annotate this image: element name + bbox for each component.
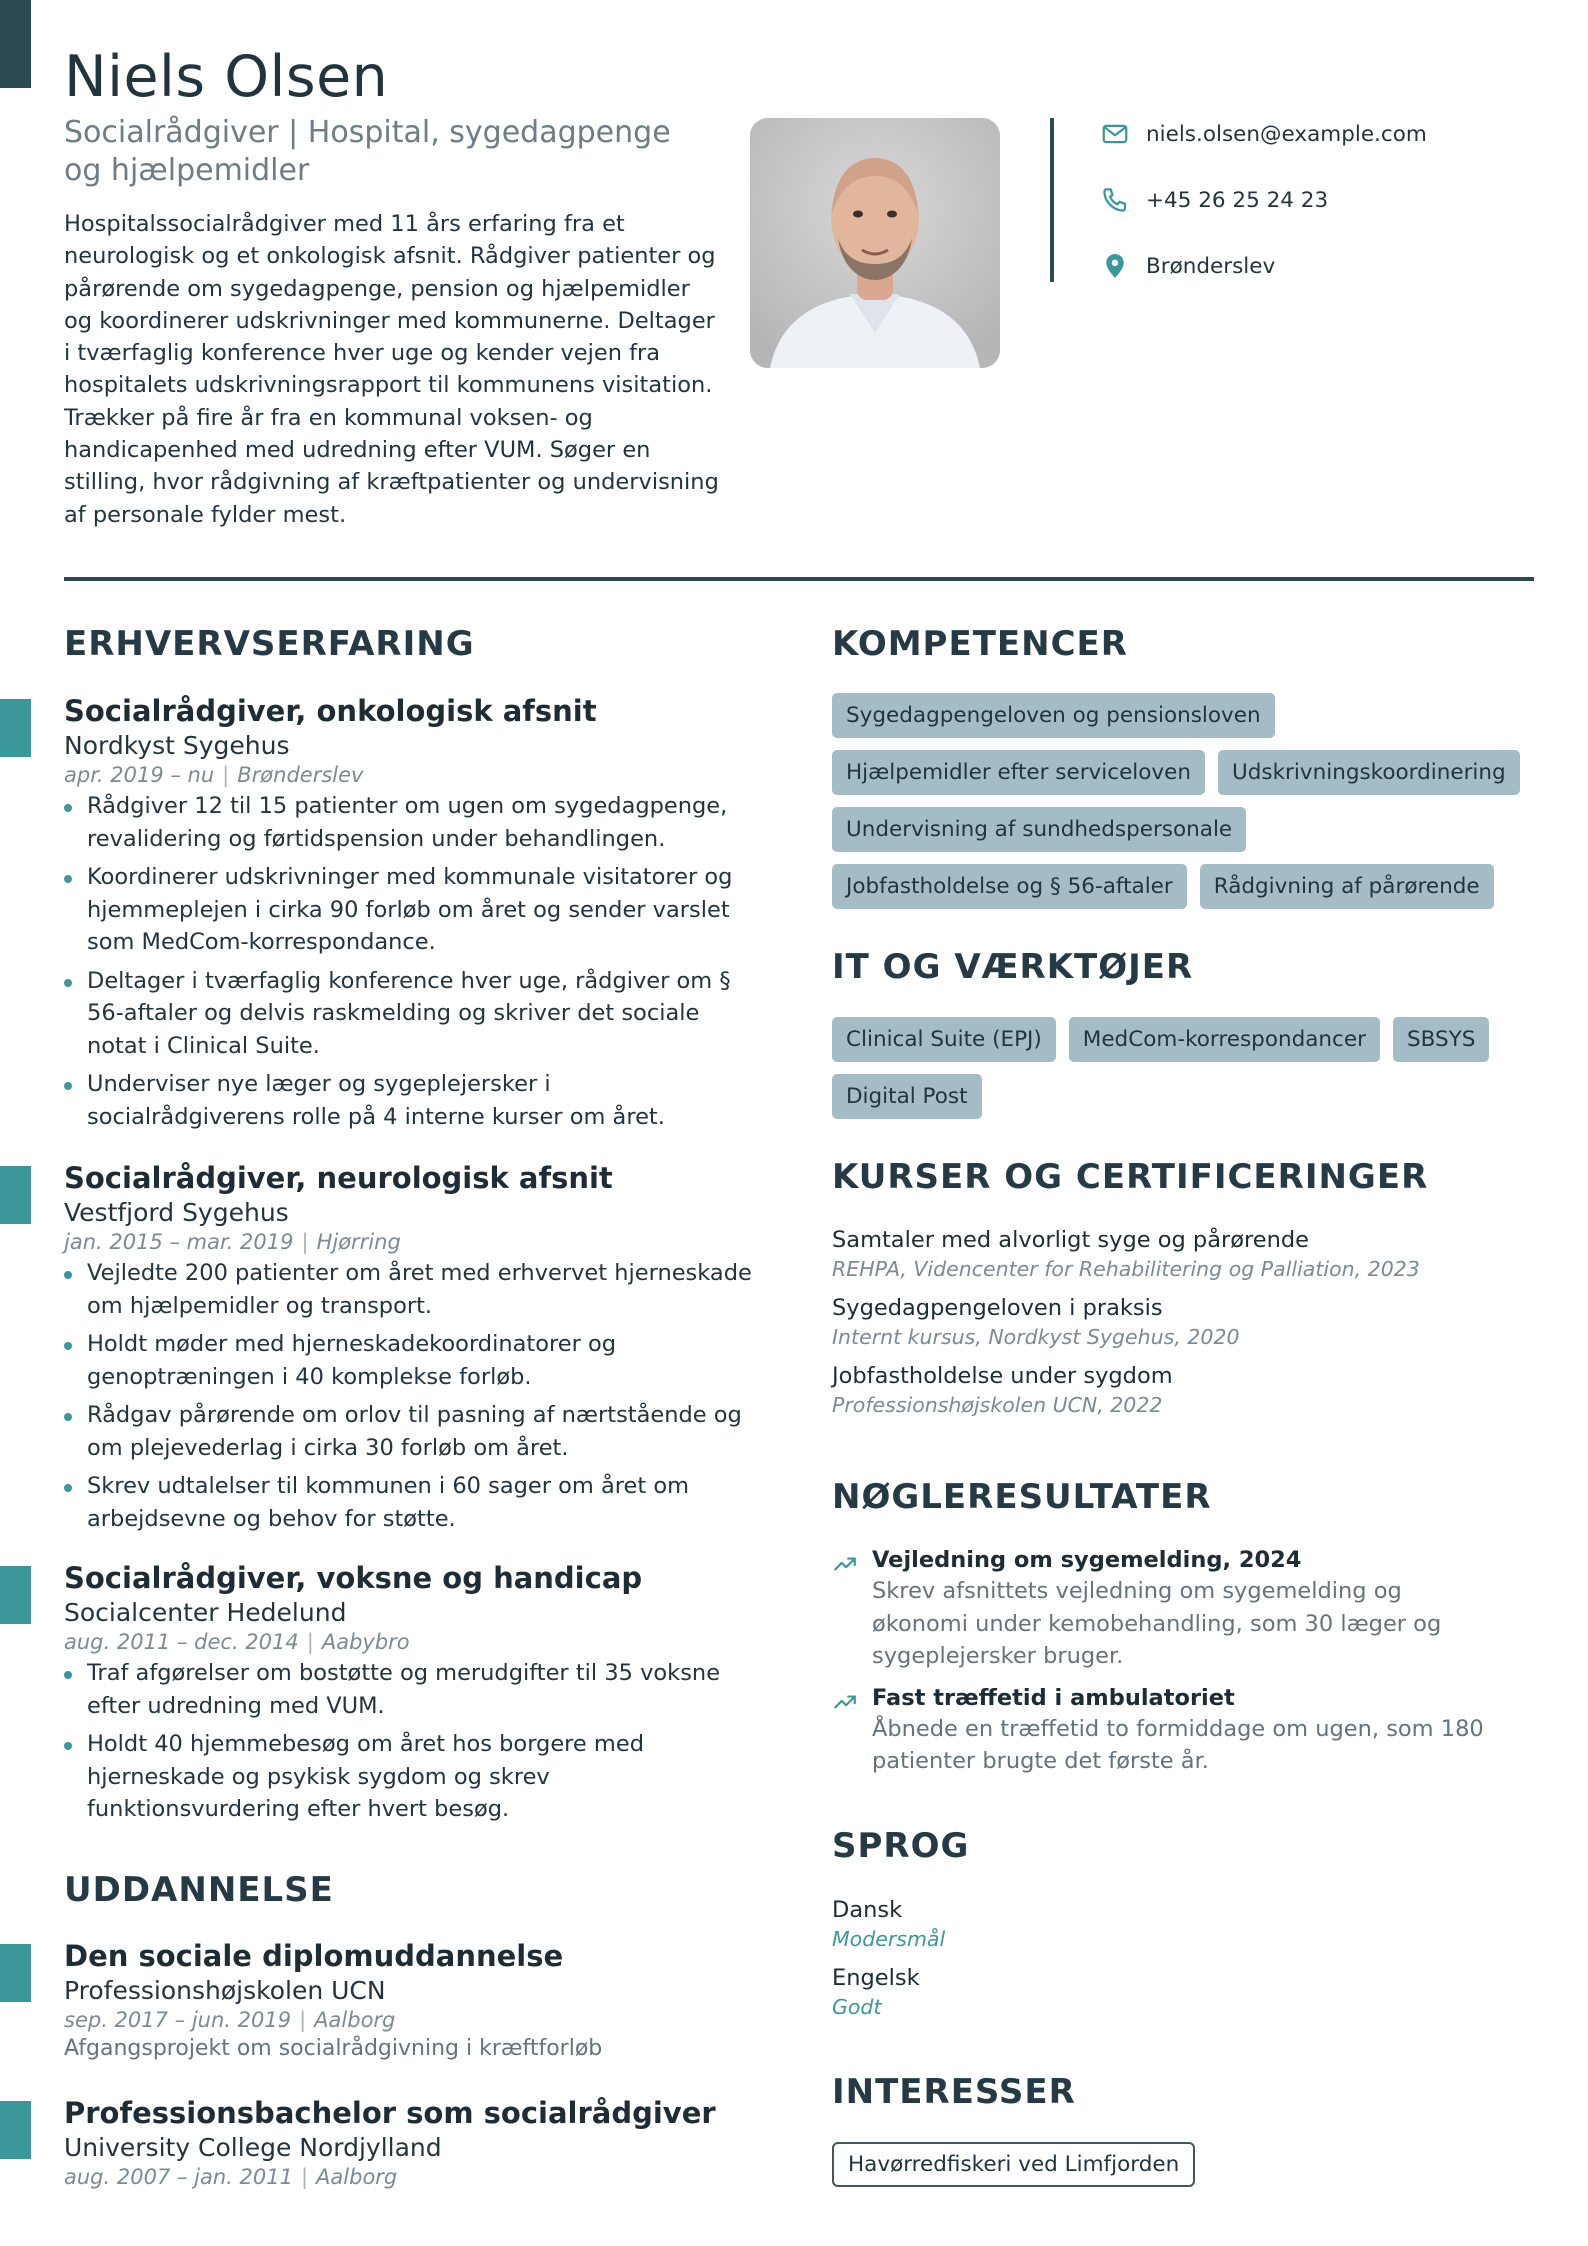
achievements-heading: NØGLERESULTATER: [832, 1477, 1212, 1517]
edu-dates: sep. 2017 – jun. 2019: [64, 2008, 292, 2032]
job-dates: jan. 2015 – mar. 2019: [64, 1230, 294, 1254]
job-entry: [64, 1161, 754, 1541]
job-title: Socialrådgiver, voksne og handicap: [64, 1561, 643, 1595]
course-title: Samtaler med alvorligt syge og pårørende: [832, 1227, 1310, 1253]
achievements-list: [832, 1547, 1492, 1778]
achievement-title: Fast træffetid i ambulatoriet: [872, 1684, 1235, 1711]
edu-meta: sep. 2017 – jun. 2019 | Aalborg: [64, 2008, 396, 2032]
job-location: Brønderslev: [237, 763, 364, 787]
job-company: Socialcenter Hedelund: [64, 1598, 347, 1627]
course-provider: Professionshøjskolen UCN, 2022: [832, 1393, 1163, 1417]
achievement-title: Vejledning om sygemelding, 2024: [872, 1547, 1302, 1573]
location-text: Brønderslev: [1146, 253, 1276, 279]
languages-list: [832, 1897, 1332, 2019]
job-accent-bar: [0, 699, 31, 757]
phone-icon: [1100, 185, 1130, 215]
edu-location: Aalborg: [316, 2165, 398, 2189]
edu-location: Aalborg: [314, 2008, 396, 2032]
tool-chip: Clinical Suite (EPJ): [832, 1017, 1056, 1062]
name-accent-bar: [0, 0, 31, 88]
edu-note: Afgangsprojekt om socialrådgivning i kræftforløb: [64, 2036, 603, 2061]
interests-heading: INTERESSER: [832, 2072, 1076, 2112]
education-entry: [64, 1939, 754, 2061]
job-accent-bar: [0, 1166, 31, 1224]
job-accent-bar: [0, 1566, 31, 1624]
course-title: Sygedagpengeloven i praksis: [832, 1295, 1163, 1321]
job-meta: aug. 2011 – dec. 2014 | Aabybro: [64, 1630, 410, 1654]
skills-heading: KOMPETENCER: [832, 624, 1128, 664]
edu-accent-bar: [0, 1944, 31, 2002]
achievement-item: [832, 1685, 1492, 1778]
list-item: Rådgiver 12 til 15 patienter om ugen om sygedagpenge, revalidering og førtidspension under behandlingen.: [64, 790, 754, 855]
achievement-item: [832, 1547, 1492, 1673]
tools-heading: IT OG VÆRKTØJER: [832, 947, 1194, 987]
course-title: Jobfastholdelse under sygdom: [832, 1363, 1173, 1389]
tool-chip: Digital Post: [832, 1074, 982, 1119]
achievement-text: Skrev afsnittets vejledning om sygemelding og økonomi under kemobehandling, som 30 læger og sygeplejersker bruger.: [872, 1578, 1442, 1669]
course-item: [832, 1295, 1532, 1349]
mail-icon: [1100, 119, 1130, 149]
skill-chip: Jobfastholdelse og § 56-aftaler: [832, 864, 1187, 909]
skill-chip: Udskrivningskoordinering: [1218, 750, 1520, 795]
email-text: niels.olsen@example.com: [1146, 121, 1427, 147]
edu-dates: aug. 2007 – jan. 2011: [64, 2165, 293, 2189]
tool-chip: SBSYS: [1393, 1017, 1489, 1062]
job-title: Socialrådgiver, onkologisk afsnit: [64, 694, 597, 728]
list-item: Skrev udtalelser til kommunen i 60 sager om året om arbejdsevne og behov for støtte.: [64, 1470, 754, 1535]
course-provider: Internt kursus, Nordkyst Sygehus, 2020: [832, 1325, 1240, 1349]
job-bullets: [64, 1657, 754, 1826]
course-provider: REHPA, Videncenter for Rehabilitering og Palliation, 2023: [832, 1257, 1420, 1281]
trending-up-icon: [832, 1689, 858, 1715]
list-item: Holdt 40 hjemmebesøg om året hos borgere med hjerneskade og psykisk sygdom og skrev funktionsvurdering efter hvert besøg.: [64, 1728, 754, 1826]
trending-up-icon: [832, 1551, 858, 1577]
job-meta: apr. 2019 – nu | Brønderslev: [64, 763, 364, 787]
courses-list: [832, 1227, 1532, 1417]
job-company: Nordkyst Sygehus: [64, 731, 290, 760]
interests-list: [832, 2142, 1552, 2187]
tool-chip: MedCom-korrespondancer: [1069, 1017, 1380, 1062]
skills-list: [832, 693, 1552, 909]
language-name: Engelsk: [832, 1965, 920, 1991]
job-location: Aabybro: [321, 1630, 410, 1654]
achievement-text: Åbnede en træffetid to formiddage om ugen, som 180 patienter brugte det første år.: [872, 1715, 1484, 1774]
contact-phone[interactable]: [1100, 183, 1328, 217]
headline: Socialrådgiver | Hospital, sygedagpenge og hjælpemidler: [64, 115, 671, 188]
education-heading: UDDANNELSE: [64, 1870, 334, 1910]
language-name: Dansk: [832, 1897, 903, 1923]
language-item: [832, 1897, 1332, 1951]
degree-title: Professionsbachelor som socialrådgiver: [64, 2096, 716, 2130]
profile-photo: [750, 118, 1000, 368]
job-meta: jan. 2015 – mar. 2019 | Hjørring: [64, 1230, 401, 1254]
course-item: [832, 1227, 1532, 1281]
contact-email[interactable]: [1100, 117, 1427, 151]
list-item: Underviser nye læger og sygeplejersker i socialrådgiverens rolle på 4 interne kurser om året.: [64, 1068, 754, 1133]
edu-meta: aug. 2007 – jan. 2011 | Aalborg: [64, 2165, 398, 2189]
list-item: Rådgav pårørende om orlov til pasning af nærtstående og om plejevederlag i cirka 30 forløb om året.: [64, 1399, 754, 1464]
language-level: Godt: [832, 1995, 882, 2019]
portrait-image: [750, 118, 1000, 368]
header-divider: [64, 577, 1534, 581]
job-dates: aug. 2011 – dec. 2014: [64, 1630, 299, 1654]
skill-chip: Sygedagpengeloven og pensionsloven: [832, 693, 1275, 738]
map-pin-icon: [1100, 251, 1130, 281]
job-bullets: [64, 1257, 754, 1535]
course-item: [832, 1363, 1532, 1417]
interest-chip: Havørredfiskeri ved Limfjorden: [832, 2142, 1195, 2187]
job-entry: [64, 694, 754, 1139]
job-entry: [64, 1561, 754, 1832]
contact-location: [1100, 249, 1275, 283]
courses-heading: KURSER OG CERTIFICERINGER: [832, 1157, 1429, 1197]
degree-title: Den sociale diplomuddannelse: [64, 1939, 564, 1973]
list-item: Holdt møder med hjerneskadekoordinatorer og genoptræningen i 40 komplekse forløb.: [64, 1328, 754, 1393]
language-item: [832, 1965, 1332, 2019]
candidate-name: Niels Olsen: [64, 44, 389, 110]
list-item: Koordinerer udskrivninger med kommunale visitatorer og hjemmeplejen i cirka 90 forløb om året og sender varslet som MedCom-korrespondance.: [64, 861, 754, 959]
job-company: Vestfjord Sygehus: [64, 1198, 289, 1227]
job-location: Hjørring: [316, 1230, 401, 1254]
experience-heading: ERHVERVSERFARING: [64, 624, 475, 664]
languages-heading: SPROG: [832, 1826, 970, 1866]
skill-chip: Rådgivning af pårørende: [1200, 864, 1494, 909]
job-title: Socialrådgiver, neurologisk afsnit: [64, 1161, 613, 1195]
skill-chip: Undervisning af sundhedspersonale: [832, 807, 1246, 852]
job-bullets: [64, 790, 754, 1133]
profile-summary: Hospitalssocialrådgiver med 11 års erfaring fra et neurologisk og et onkologisk afsnit. Rådgiver patienter og pårørende om sygedagpenge, pension og hjælpemidler og koordinerer udskrivninger med kommunerne. Deltager i tværfaglig konference hver uge og kender vejen fra hospitalets udskrivningsrapport til kommunens visitation. Trækker på fire år fra en kommunal voksen- og handicapenhed med udredning efter VUM. Søger en stilling, hvor rådgivning af kræftpatienter og undervisning af personale fylder mest.: [64, 211, 719, 528]
school-name: University College Nordjylland: [64, 2133, 442, 2162]
tools-list: [832, 1017, 1552, 1119]
contact-divider: [1050, 118, 1054, 282]
list-item: Vejledte 200 patienter om året med erhvervet hjerneskade om hjælpemidler og transport.: [64, 1257, 754, 1322]
job-dates: apr. 2019 – nu: [64, 763, 215, 787]
edu-accent-bar: [0, 2101, 31, 2159]
school-name: Professionshøjskolen UCN: [64, 1976, 386, 2005]
skill-chip: Hjælpemidler efter serviceloven: [832, 750, 1205, 795]
education-entry: [64, 2096, 754, 2189]
list-item: Deltager i tværfaglig konference hver uge, rådgiver om § 56-aftaler og delvis raskmelding og skriver det sociale notat i Clinical Suite.: [64, 965, 754, 1063]
list-item: Traf afgørelser om bostøtte og merudgifter til 35 voksne efter udredning med VUM.: [64, 1657, 754, 1722]
language-level: Modersmål: [832, 1927, 946, 1951]
phone-text: +45 26 25 24 23: [1146, 187, 1329, 213]
